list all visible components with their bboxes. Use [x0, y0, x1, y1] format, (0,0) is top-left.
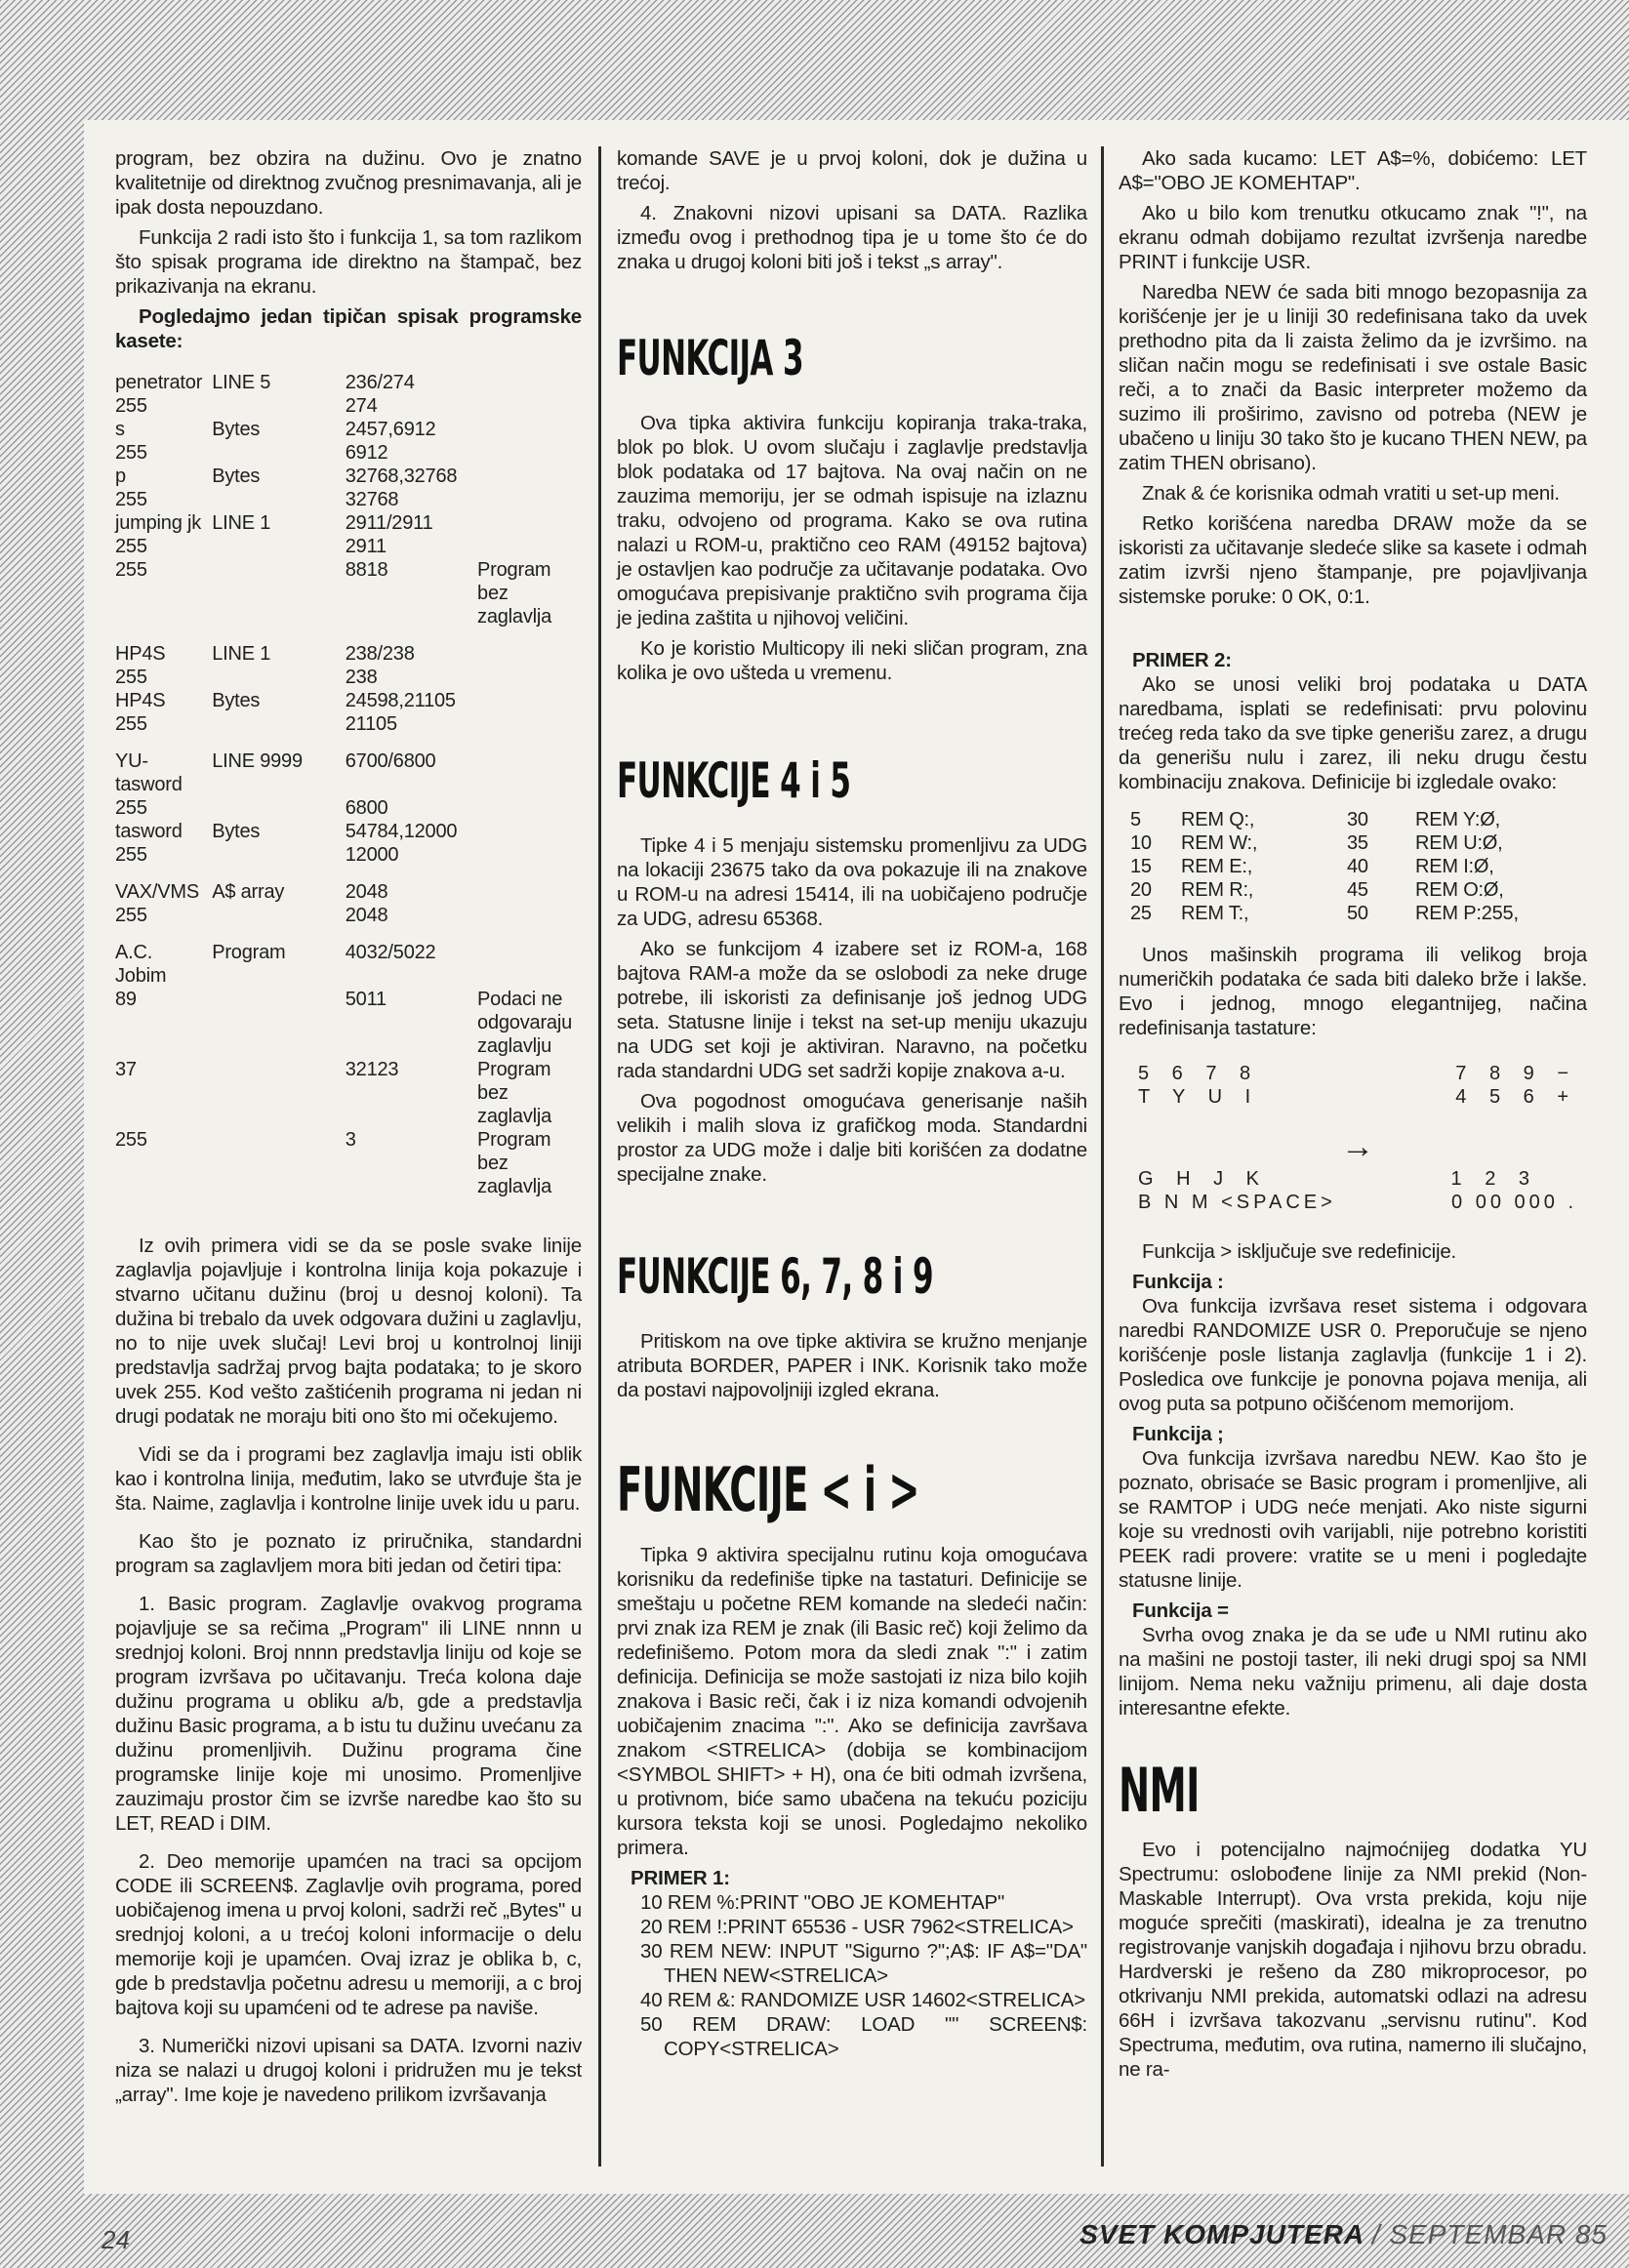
table-cell-val: 274 [345, 395, 378, 417]
table-cell-note: Program bez zaglavlja [477, 1059, 552, 1127]
table-cell-type: Bytes [212, 821, 261, 842]
table-cell-a: 10 [1130, 832, 1152, 854]
table-cell-note [477, 441, 582, 465]
table-cell-note [477, 418, 582, 441]
table-cell-val: 3 [345, 1129, 356, 1151]
table-cell-name: s [115, 419, 125, 440]
paragraph: 3. Numerički nizovi upisani sa DATA. Izvorni naziv niza se nalazi u drugoj koloni i pridružen mu je tekst „array". Ime koje je navedeno prilikom izvršavanja [115, 2035, 582, 2106]
paragraph: 1. Basic program. Zaglavlje ovakvog programa pojavljuje se sa rečima „Program" ili LINE nnnn u srednjoj koloni. Broj nnnn predstavlja liniju od koje se program izvršava po učitavanju. Treća kolona daje dužinu programa u obliku a/b, gde a predstavlja dužinu Basic programa, a b istu tu dužinu uvećanu za dužinu promenljivih. Dužinu programa čine programske linije koje mi unosimo. Promenljive zauzimaju prostor čim se izvrše naredbe kao što su LET, READ i DIM. [115, 1593, 582, 1835]
table-cell-type: LINE 1 [212, 512, 271, 534]
code-line: 30 REM NEW: INPUT "Sigurno ?";A$: IF A$="DA" THEN NEW<STRELICA> [640, 1940, 1087, 1987]
table-cell-type: Bytes [212, 466, 261, 487]
table-cell-type [212, 1128, 346, 1198]
section-heading: NMI [1119, 1755, 1200, 1826]
table-cell-val: 32123 [345, 1059, 399, 1080]
keyboard-row-right: 4 5 6 + [1455, 1086, 1577, 1108]
table-row [115, 904, 582, 927]
table-row [115, 666, 582, 689]
function-heading: Funkcija = [1132, 1600, 1229, 1622]
table-row [115, 796, 582, 820]
table-row [115, 465, 582, 488]
keyboard-layout [1138, 1062, 1577, 1214]
table-row [115, 394, 582, 418]
keyboard-row-left: B N M <SPACE> [1138, 1192, 1336, 1213]
table-cell-c: 45 [1347, 879, 1368, 901]
table-cell-a: 25 [1130, 903, 1152, 924]
table-cell-name: 255 [115, 905, 147, 926]
keyboard-row-left: T Y U I [1138, 1086, 1260, 1108]
table-cell-note [477, 465, 582, 488]
paragraph: Iz ovih primera vidi se da se posle svake linije zaglavlja pojavljuje i kontrolna linija koja pokazuje i stvarno učitanu dužinu (broj u desnoj koloni). Ta dužina bi trebalo da uvek odgovara dužini u zaglavlju, no to nije uvek slučaj! Levi broj u kontrolnoj liniji predstavlja sadržaj prvog bajta podataka; to je skoro uvek 255. Kod vešto zaštićenih programa ni jedan ni drugi podatak ne moraju biti ono što mi očekujemo. [115, 1235, 582, 1428]
table-cell-note [477, 666, 582, 689]
page-number: 24 [102, 2225, 130, 2254]
paragraph-bold: Pogledajmo jedan tipičan spisak programske kasete: [115, 305, 582, 352]
table-row [115, 488, 582, 511]
table-row [115, 820, 582, 843]
table-cell-val: 238/238 [345, 643, 415, 665]
table-row [115, 418, 582, 441]
table-cell-type: Bytes [212, 690, 261, 711]
table-cell-name: HP4S [115, 643, 166, 665]
table-cell-note [477, 511, 582, 535]
paragraph: Tipke 4 i 5 menjaju sistemsku promenljivu za UDG na lokaciji 23675 tako da ova pokazuje ili na znakove u ROM-u na adresi 15414, ili na uobičajeno područje za UDG, adresu 65368. [617, 834, 1087, 930]
paragraph: Pritiskom na ove tipke aktivira se kružno menjanje atributa BORDER, PAPER i INK. Korisnik tako može da postavi najpovoljniji izgled ekrana. [617, 1330, 1087, 1401]
paragraph: komande SAVE je u prvoj koloni, dok je dužina u trećoj. [617, 147, 1087, 194]
paragraph: Retko korišćena naredba DRAW može da se iskoristi za učitavanje sledeće slike sa kasete i odmah zatim izvrši njeno štampanje, pre pojavljivanja sistemske poruke: 0 OK, 0:1. [1119, 512, 1587, 608]
table-cell-type [212, 488, 346, 511]
paragraph: Funkcija > isključuje sve redefinicije. [1142, 1240, 1457, 1263]
table-cell-note [477, 535, 582, 558]
table-cell-c: 40 [1347, 856, 1368, 877]
table-cell-note [477, 927, 582, 988]
table-row [1130, 902, 1562, 925]
code-line: 20 REM !:PRINT 65536 - USR 7962<STRELICA> [640, 1916, 1074, 1938]
table-cell-name: 255 [115, 489, 147, 510]
paragraph: 4. Znakovni nizovi upisani sa DATA. Razlika između ovog i prethodnog tipa je u tome što će do znaka u drugoj koloni biti još i tekst „s array". [617, 202, 1087, 273]
table-cell-a: 20 [1130, 879, 1152, 901]
table-cell-b: REM R:, [1181, 879, 1254, 901]
table-cell-name: 89 [115, 989, 137, 1010]
code-line: 10 REM %:PRINT "OBO JE KOMEHTAP" [640, 1891, 1005, 1914]
keyboard-row-left: 5 6 7 8 [1138, 1063, 1260, 1084]
table-cell-type: Bytes [212, 419, 261, 440]
paragraph: Znak & će korisnika odmah vratiti u set-up meni. [1142, 482, 1560, 505]
code-line: 50 REM DRAW: LOAD "" SCREEN$: COPY<STRELICA> [640, 2013, 1087, 2060]
table-row [115, 558, 582, 628]
table-cell-name: 255 [115, 395, 147, 417]
table-cell-val: 4032/5022 [345, 942, 436, 963]
column-1 [115, 146, 582, 2113]
section-heading: FUNKCIJE 4 i 5 [617, 752, 851, 809]
paragraph: Svrha ovog znaka je da se uđe u NMI rutinu ako na mašini ne postoji taster, ili neki drugi spoj sa NMI linijom. Nema neku važniju primenu, ali daje dosta interesantne efekte. [1119, 1624, 1587, 1720]
table-cell-a: 5 [1130, 809, 1141, 830]
table-cell-note: Program bez zaglavlja [477, 1129, 552, 1197]
table-cell-val: 21105 [345, 713, 397, 735]
table-row [1130, 808, 1562, 831]
code-listing [617, 1890, 1087, 2061]
table-cell-name: VAX/VMS [115, 881, 200, 903]
paragraph: Tipka 9 aktivira specijalnu rutinu koja omogućava korisniku da redefiniše tipke na tastaturi. Definicije se smeštaju u početne REM komande na sledeći način: prvi znak iza REM je znak (ili Basic reč) koji želimo da redefinišemo. Potom mora da sledi znak ":" i zatim definicija. Definicija se može sastojati iz niza bilo kojih znakova i Basic reči, čak i iz niza komandi odvojenih uobičajenim znacima ":". Ako se definicija završava znakom <STRELICA> (dobija se kombinacijom <SYMBOL SHIFT> + H), ona će biti odmah izvršena, u protivnom, biće samo ubačena na tekuću poziciju kursora teksta koji se unosi. Pogledajmo nekoliko primera. [617, 1544, 1087, 1859]
table-cell-type [212, 535, 346, 558]
table-row [115, 1128, 582, 1198]
table-cell-val: 6912 [345, 442, 388, 464]
table-cell-note: Podaci ne odgovaraju zaglavlju [477, 989, 572, 1057]
table-cell-name: 255 [115, 442, 147, 464]
table-cell-val: 24598,21105 [345, 690, 456, 711]
table-cell-type [212, 666, 346, 689]
table-cell-name: 37 [115, 1059, 137, 1080]
table-cell-d: REM O:Ø, [1415, 879, 1504, 901]
paragraph: Ko je koristio Multicopy ili neki sličan program, zna kolika je ovo ušteda u vremenu. [617, 637, 1087, 684]
table-cell-name: penetrator [115, 372, 203, 393]
table-cell-name: 255 [115, 559, 147, 581]
paragraph: Ova funkcija izvršava naredbu NEW. Kao što je poznato, obrisaće se Basic program i promenljive, ali se RAMTOP i UDG neće menjati. Ako niste sigurni koje su vrednosti ovih varijabli, nije potrebno koristiti PEEK radi provere: vratite se u meni i pogledajte statusne linije. [1119, 1447, 1587, 1592]
table-cell-b: REM Q:, [1181, 809, 1255, 830]
table-row [115, 628, 582, 666]
column-3 [1119, 146, 1587, 2087]
table-row [115, 511, 582, 535]
paragraph: Ova funkcija izvršava reset sistema i odgovara naredbi RANDOMIZE USR 0. Preporučuje se njeno korišćenje posle listanja zaglavlja (funkcije 1 i 2). Posledica ove funkcije je ponovna pojava menija, ali ovog puta sa potpuno očišćenom memorijom. [1119, 1295, 1587, 1415]
keyboard-row-left: G H J K [1138, 1168, 1269, 1190]
table-cell-val: 2457,6912 [345, 419, 436, 440]
table-cell-note: Program bez zaglavlja [477, 559, 552, 628]
table-cell-val: 2048 [345, 905, 388, 926]
table-cell-a: 15 [1130, 856, 1152, 877]
table-cell-note [477, 867, 582, 904]
table-cell-note [477, 736, 582, 796]
table-cell-type [212, 988, 346, 1058]
paragraph: Funkcija 2 radi isto što i funkcija 1, sa tom razlikom što spisak programa ide direktno na štampač, bez prikazivanja na ekranu. [115, 226, 582, 298]
table-cell-name: jumping jk [115, 512, 202, 534]
example-heading: PRIMER 2: [1132, 649, 1232, 671]
magazine-issue: / SEPTEMBAR 85 [1371, 2219, 1608, 2249]
table-cell-d: REM U:Ø, [1415, 832, 1503, 854]
table-cell-val: 2048 [345, 881, 388, 903]
table-cell-note [477, 904, 582, 927]
table-cell-val: 32768 [345, 489, 399, 510]
table-cell-note [477, 820, 582, 843]
table-cell-d: REM P:255, [1415, 903, 1519, 924]
keyboard-row-right: 0 00 000 . [1451, 1192, 1577, 1213]
section-heading: FUNKCIJE 6, 7, 8 i 9 [617, 1248, 933, 1305]
table-row [115, 441, 582, 465]
table-cell-name: 255 [115, 844, 147, 866]
keyboard-row-right: 7 8 9 − [1455, 1063, 1577, 1084]
table-cell-val: 54784,12000 [345, 821, 458, 842]
example-heading: PRIMER 1: [631, 1867, 730, 1889]
table-cell-note [477, 488, 582, 511]
table-cell-type [212, 558, 346, 628]
arrow-icon: → [1341, 1128, 1374, 1165]
table-cell-name: HP4S [115, 690, 166, 711]
paragraph: Unos mašinskih programa ili velikog broja numeričkih podataka će sada biti daleko brže i lakše. Evo i jednog, mnogo elegantnijeg, načina redefinisanja tastature: [1119, 944, 1587, 1039]
table-cell-note [477, 628, 582, 666]
table-cell-type [212, 843, 346, 867]
table-cell-val: 236/274 [345, 372, 415, 393]
table-row [115, 535, 582, 558]
table-cell-note [477, 796, 582, 820]
table-cell-note [477, 371, 582, 394]
table-cell-type: Program [212, 942, 286, 963]
section-heading: FUNKCIJE < i > [617, 1454, 919, 1525]
table-row [115, 712, 582, 736]
table-row [115, 988, 582, 1058]
table-cell-type [212, 712, 346, 736]
table-row [115, 371, 582, 394]
function-heading: Funkcija : [1132, 1271, 1224, 1293]
table-cell-val: 238 [345, 667, 378, 688]
table-cell-type [212, 441, 346, 465]
rem-definitions-table [1130, 808, 1562, 925]
table-cell-val: 12000 [345, 844, 399, 866]
code-line: 40 REM &: RANDOMIZE USR 14602<STRELICA> [640, 1989, 1085, 2011]
table-cell-val: 2911/2911 [345, 512, 433, 534]
paragraph: program, bez obzira na dužinu. Ovo je znatno kvalitetnije od direktnog zvučnog presnimavanja, ali je ipak dosta nepouzdano. [115, 147, 582, 219]
function-heading: Funkcija ; [1132, 1423, 1224, 1445]
paragraph: Ova pogodnost omogućava generisanje naših velikih i malih slova iz grafičkog moda. Standardni prostor za UDG može i dalje biti korišćen za dodatne specijalne znake. [617, 1090, 1087, 1186]
table-cell-note [477, 394, 582, 418]
table-cell-type [212, 1058, 346, 1128]
table-cell-type [212, 796, 346, 820]
table-cell-b: REM W:, [1181, 832, 1258, 854]
paragraph: Ako u bilo kom trenutku otkucamo znak "!", na ekranu odmah dobijamo rezultat izvršenja naredbe PRINT i funkcije USR. [1119, 202, 1587, 273]
table-cell-name: A.C. Jobim [115, 942, 167, 987]
magazine-footer [1079, 2219, 1608, 2250]
column-2 [617, 146, 1087, 2065]
table-cell-type: LINE 1 [212, 643, 271, 665]
table-cell-c: 35 [1347, 832, 1368, 854]
table-cell-d: REM Y:Ø, [1415, 809, 1500, 830]
paragraph: Evo i potencijalno najmoćnijeg dodatka YU Spectrumu: oslobođene linije za NMI prekid (Non-Maskable Interrupt). Ova vrsta prekida, koju nije moguće sprečiti (maskirati), idealna je za trenutno registrovanje vanjskih događaja i njihovu brzu obradu. Hardverski je rešeno da Z80 mikroprocesor, po otkrivanju NMI prekida, automatski odlazi na adresu 66H i izvršava takozvanu „servisnu rutinu". Kod Spectruma, međutim, ova rutina, namerno ili slučajno, ne ra- [1119, 1839, 1587, 2081]
table-cell-name: 255 [115, 797, 147, 819]
table-cell-name: tasword [115, 821, 183, 842]
table-cell-name: 255 [115, 667, 147, 688]
table-row [115, 1058, 582, 1128]
table-cell-name: 255 [115, 1129, 147, 1151]
table-cell-d: REM I:Ø, [1415, 856, 1494, 877]
table-cell-note [477, 712, 582, 736]
table-cell-type: A$ array [212, 881, 285, 903]
paragraph: Ako se funkcijom 4 izabere set iz ROM-a, 168 bajtova RAM-a može da se oslobodi za neke druge potrebe, ili iskoristi za definisanje još jednog UDG seta. Statusne linije i tekst na set-up meniju ukazuju na UDG set koji je aktiviran. Naravno, na početku rada standardni UDG set sadrži kopije znakova a-u. [617, 938, 1087, 1082]
paragraph: Kao što je poznato iz priručnika, standardni program sa zaglavljem mora biti jedan od četiri tipa: [115, 1530, 582, 1577]
tape-listing-table [115, 371, 582, 1198]
table-cell-val: 32768,32768 [345, 466, 458, 487]
table-cell-type [212, 394, 346, 418]
table-cell-val: 5011 [345, 989, 387, 1010]
table-cell-name: YU-tasword [115, 750, 183, 795]
paragraph: Naredba NEW će sada biti mnogo bezopasnija za korišćenje jer je u liniji 30 redefinisana tako da uvek prethodno pita da li zaista želimo da je izvršimo. na sličan način mogu se redefinisati i sve ostale Basic reči, a to znači da Basic interpreter možemo da suzimo ili proširimo, zavisno od potreba (NEW je ubačeno u liniju 30 tako što je kucano THEN NEW, pa zatim THEN obrisano). [1119, 281, 1587, 474]
table-cell-c: 50 [1347, 903, 1368, 924]
table-cell-b: REM E:, [1181, 856, 1253, 877]
table-cell-type: LINE 9999 [212, 750, 303, 772]
table-row [115, 736, 582, 796]
paragraph: Vidi se da i programi bez zaglavlja imaju isti oblik kao i kontrolna linija, međutim, lako se utvrđuje šta je šta. Naime, zaglavlja i kontrolne linije uvek idu u paru. [115, 1443, 582, 1515]
table-cell-note [477, 689, 582, 712]
paragraph: Ova tipka aktivira funkciju kopiranja traka-traka, blok po blok. U ovom slučaju i zaglavlje predstavlja blok podataka od 17 bajtova. Na ovaj način on ne zauzima memoriju, jer se odmah ispisuje na izlaznu traku, odvojeno od programa. Kako se ova rutina nalazi u ROM-u, praktično ceo RAM (49152 bajtova) je ostavljen kao područje za učitavanje podataka. Ovo omogućava prepisivanje praktično svih programa čija je jedina zaštita u njihovoj veličini. [617, 412, 1087, 629]
table-cell-name: p [115, 466, 126, 487]
table-cell-type [212, 904, 346, 927]
table-row [115, 867, 582, 904]
table-row [1130, 878, 1562, 902]
table-cell-val: 6700/6800 [345, 750, 436, 772]
table-row [115, 927, 582, 988]
table-row [115, 843, 582, 867]
table-row [1130, 831, 1562, 855]
column-rule-right [1101, 146, 1104, 2167]
paragraph: 2. Deo memorije upamćen na traci sa opcijom CODE ili SCREEN$. Zaglavlje ovih programa, pored uobičajenog imena u prvoj koloni, sadrži reč „Bytes" u srednjoj koloni, a u trećoj koloni informacije o delu memorije koji je upamćen. Ovaj izraz je oblika b, c, gde b predstavlja početnu adresu u memoriji, a c broj bajtova koji su upamćeni od te adrese pa naviše. [115, 1850, 582, 2019]
paragraph: Ako se unosi veliki broj podataka u DATA naredbama, isplati se redefinisati: prvu polovinu trećeg reda tako da sve tipke generišu zarez, a drugu da generišu nulu i zarez, ili neku drugu čestu kombinaciju znakova. Definicije bi izgledale ovako: [1119, 673, 1587, 793]
table-cell-name: 255 [115, 713, 147, 735]
table-cell-type: LINE 5 [212, 372, 271, 393]
table-cell-c: 30 [1347, 809, 1368, 830]
paragraph: Ako sada kucamo: LET A$=%, dobićemo: LET A$="OBO JE KOMEHTAP". [1119, 147, 1587, 194]
table-row [1130, 855, 1562, 878]
table-row [115, 689, 582, 712]
column-rule-left [598, 146, 601, 2167]
table-cell-val: 2911 [345, 536, 387, 557]
table-cell-val: 8818 [345, 559, 388, 581]
section-heading: FUNKCIJA 3 [617, 330, 803, 386]
table-cell-name: 255 [115, 536, 147, 557]
keyboard-row-right: 1 2 3 [1450, 1168, 1538, 1190]
table-cell-val: 6800 [345, 797, 388, 819]
table-cell-note [477, 843, 582, 867]
magazine-name: SVET KOMPJUTERA [1079, 2219, 1364, 2249]
table-cell-b: REM T:, [1181, 903, 1249, 924]
